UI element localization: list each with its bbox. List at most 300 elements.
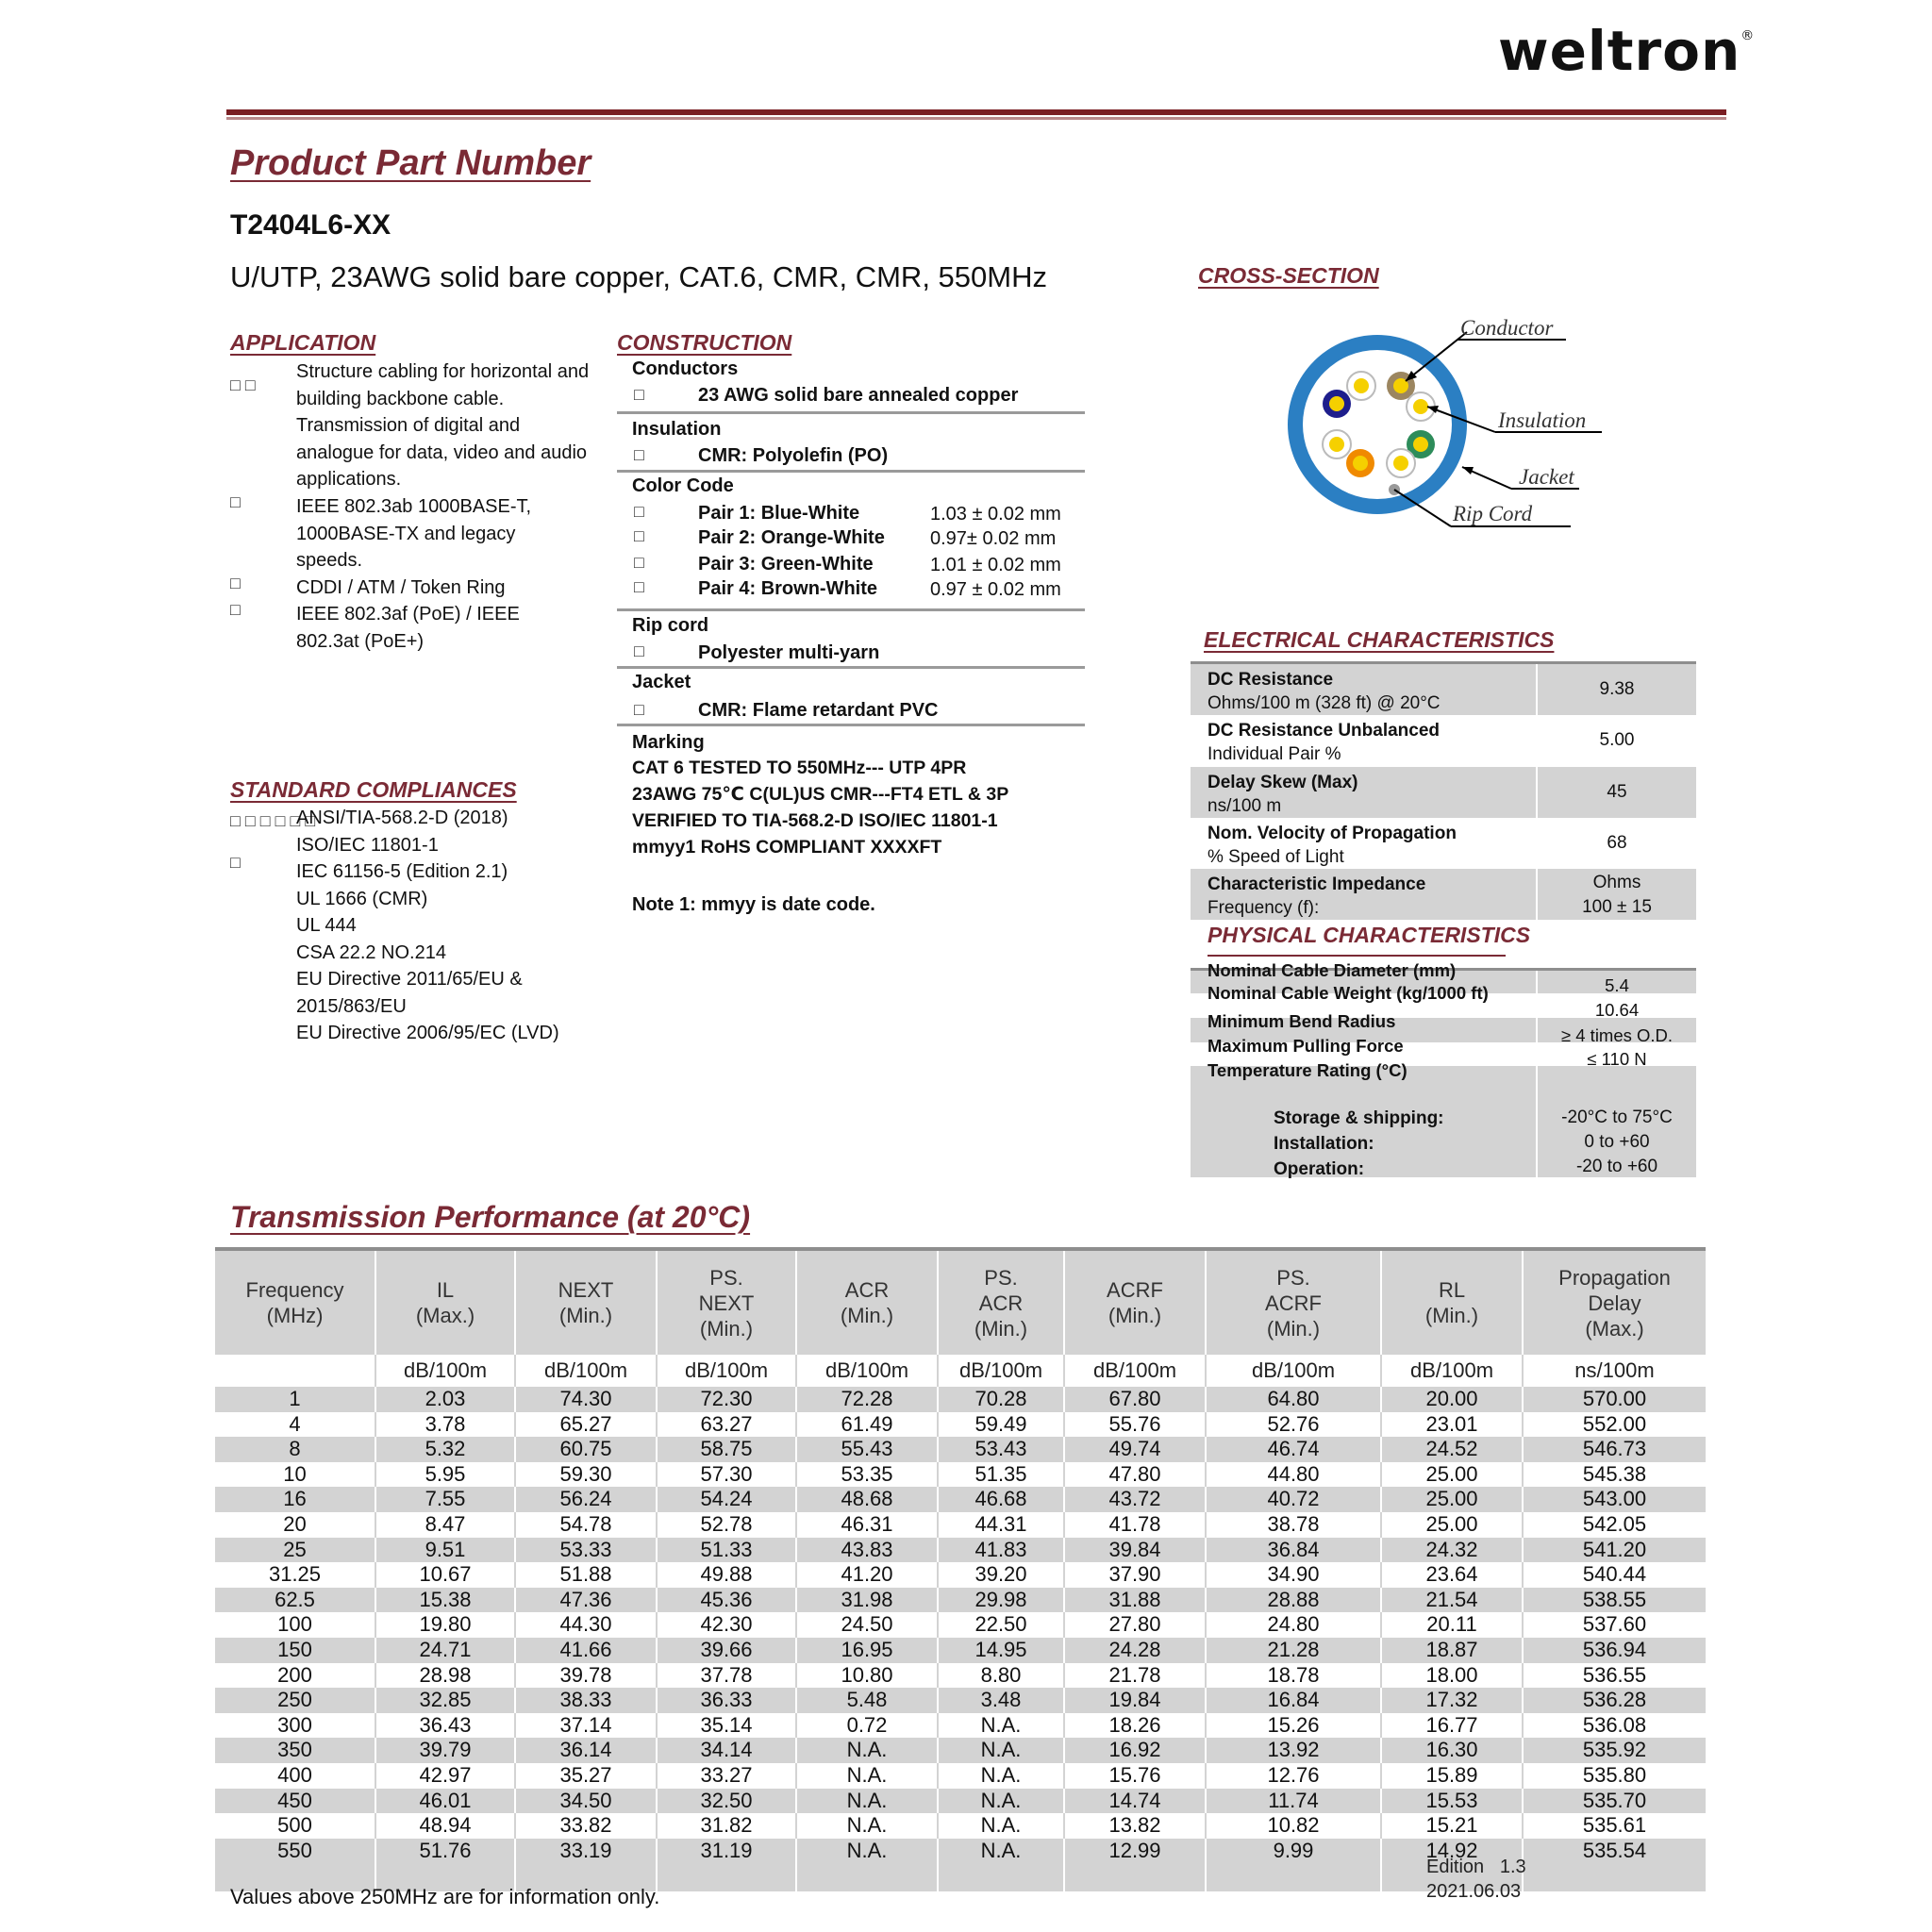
table-cell: 39.66 <box>657 1638 796 1663</box>
jacket-label: Jacket <box>632 672 691 692</box>
arrowhead-icon <box>1462 467 1474 475</box>
table-cell: 33.19 <box>515 1839 657 1864</box>
application-heading: APPLICATION <box>230 330 376 355</box>
conductor <box>1329 437 1344 452</box>
unit-cell <box>215 1355 375 1387</box>
application-bullet-3: □ <box>230 574 241 592</box>
table-cell: 53.43 <box>938 1437 1064 1462</box>
checkbox-icon: □ <box>634 553 644 572</box>
table-cell: 70.28 <box>938 1387 1064 1412</box>
table-cell: 13.92 <box>1206 1738 1381 1763</box>
column-header-line: (Min.) <box>558 1304 613 1327</box>
table-cell: 1 <box>215 1387 375 1412</box>
column-header-line: ACR <box>978 1291 1024 1315</box>
table-cell: 15.26 <box>1206 1713 1381 1739</box>
note: Note 1: mmyy is date code. <box>632 894 875 915</box>
table-cell: 552.00 <box>1523 1412 1706 1438</box>
ec-row-nvp <box>1191 818 1696 869</box>
compliance-item: 2015/863/EU <box>296 995 407 1017</box>
table-cell: 38.78 <box>1206 1512 1381 1538</box>
table-cell: 33.82 <box>515 1813 657 1839</box>
table-cell: 49.88 <box>657 1562 796 1588</box>
application-bullet-4: □ <box>230 600 241 619</box>
checkbox-icon: □ <box>634 700 644 719</box>
table-cell: 56.24 <box>515 1487 657 1512</box>
table-cell: 3.78 <box>375 1412 515 1438</box>
column-header-line: IL <box>436 1278 455 1302</box>
unit-cell: dB/100m <box>515 1355 657 1387</box>
table-cell: N.A. <box>796 1813 938 1839</box>
table-cell: 10.80 <box>796 1663 938 1689</box>
ec-sublabel: Ohms/100 m (328 ft) @ 20°C <box>1208 693 1441 713</box>
ec-label-cell <box>1191 818 1536 869</box>
application-item-4: IEEE 802.3af (PoE) / IEEE 802.3at (PoE+) <box>296 604 520 652</box>
compliance-item: ANSI/TIA-568.2-D (2018) <box>296 808 508 828</box>
units-row <box>215 1355 1706 1387</box>
temp-values <box>1538 1106 1696 1179</box>
temp-label: Storage & shipping: <box>1274 1108 1444 1128</box>
ec-value: 5.00 <box>1599 730 1635 750</box>
brand-logo: weltron® <box>1498 19 1756 83</box>
table-row <box>215 1412 1706 1438</box>
table-cell: 46.68 <box>938 1487 1064 1512</box>
table-cell: 14.92 <box>1381 1839 1523 1864</box>
table-cell: 5.32 <box>375 1437 515 1462</box>
table-cell: 41.78 <box>1064 1512 1206 1538</box>
conductor <box>1353 456 1368 471</box>
insulation-value: CMR: Polyolefin (PO) <box>698 445 889 466</box>
table-cell: 62.5 <box>215 1588 375 1613</box>
table-row <box>215 1588 1706 1613</box>
table-cell: 537.60 <box>1523 1612 1706 1638</box>
compliance-item: ISO/IEC 11801-1 <box>296 834 439 856</box>
divider <box>617 470 1085 473</box>
table-cell: 28.98 <box>375 1663 515 1689</box>
column-header-line: Frequency <box>245 1278 344 1302</box>
checkbox-icon: □ <box>634 502 644 521</box>
table-cell: 58.75 <box>657 1437 796 1462</box>
part-number: T2404L6-XX <box>230 209 391 241</box>
table-cell: 350 <box>215 1738 375 1763</box>
pair-3-name: Pair 3: Green-White <box>698 554 874 575</box>
pair-4-dim: 0.97 ± 0.02 mm <box>930 579 1061 600</box>
header-rule-light <box>226 117 1726 120</box>
column-header <box>375 1251 515 1355</box>
header-rule <box>226 109 1726 115</box>
physical-heading-underline <box>1208 955 1506 957</box>
table-row <box>215 1713 1706 1739</box>
table-cell: N.A. <box>796 1789 938 1814</box>
compliances-list <box>296 805 617 1047</box>
table-cell: 25.00 <box>1381 1487 1523 1512</box>
column-header <box>657 1251 796 1355</box>
conductor <box>1354 378 1369 393</box>
unit-cell: dB/100m <box>1381 1355 1523 1387</box>
table-cell: 18.78 <box>1206 1663 1381 1689</box>
table-cell: 29.98 <box>938 1588 1064 1613</box>
table-cell: 15.21 <box>1381 1813 1523 1839</box>
table-cell: 19.80 <box>375 1612 515 1638</box>
table-cell: 21.28 <box>1206 1638 1381 1663</box>
table-cell: 18.87 <box>1381 1638 1523 1663</box>
jacket-value: CMR: Flame retardant PVC <box>698 700 939 721</box>
table-cell: 300 <box>215 1713 375 1739</box>
ec-label-cell <box>1191 767 1536 818</box>
column-header <box>215 1251 375 1355</box>
table-cell: 53.33 <box>515 1538 657 1563</box>
ec-row-impedance <box>1191 869 1696 920</box>
footnote: Values above 250MHz are for information only. <box>230 1885 660 1908</box>
table-header-row <box>215 1251 1706 1355</box>
edition-date: 2021.06.03 <box>1426 1881 1522 1902</box>
marking-text <box>632 755 1008 860</box>
application-bullet-1: □ □ <box>230 375 256 394</box>
table-row <box>215 1638 1706 1663</box>
divider <box>617 666 1085 669</box>
ec-value-cell <box>1538 767 1696 818</box>
temp-value: -20°C to 75°C <box>1561 1108 1673 1127</box>
temp-value: -20 to +60 <box>1575 1157 1658 1176</box>
pair-1-dim: 1.03 ± 0.02 mm <box>930 504 1061 525</box>
conductors-label: Conductors <box>632 358 739 379</box>
table-row <box>215 1763 1706 1789</box>
pair-4-name: Pair 4: Brown-White <box>698 578 878 599</box>
edition-number: 1.3 <box>1499 1857 1526 1877</box>
table-cell: 44.31 <box>938 1512 1064 1538</box>
table-cell: 43.83 <box>796 1538 938 1563</box>
table-cell: 51.88 <box>515 1562 657 1588</box>
table-cell: 34.14 <box>657 1738 796 1763</box>
table-cell: 12.99 <box>1064 1839 1206 1864</box>
table-cell: 54.78 <box>515 1512 657 1538</box>
application-item-3: CDDI / ATM / Token Ring <box>296 577 506 598</box>
table-cell: 39.79 <box>375 1738 515 1763</box>
checkbox-icon: □ <box>634 577 644 596</box>
table-cell: 32.50 <box>657 1789 796 1814</box>
table-cell: 536.28 <box>1523 1688 1706 1713</box>
table-cell: 59.49 <box>938 1412 1064 1438</box>
table-cell: 20 <box>215 1512 375 1538</box>
compliance-item: UL 1666 (CMR) <box>296 888 428 909</box>
table-row <box>215 1512 1706 1538</box>
table-cell: 28.88 <box>1206 1588 1381 1613</box>
table-cell: 24.71 <box>375 1638 515 1663</box>
ec-value-cell <box>1538 818 1696 869</box>
table-cell: 65.27 <box>515 1412 657 1438</box>
column-header-line: (Min.) <box>1266 1316 1321 1341</box>
table-cell: 38.33 <box>515 1688 657 1713</box>
temp-label: Installation: <box>1274 1134 1374 1154</box>
table-cell: 53.35 <box>796 1462 938 1488</box>
table-cell: 15.53 <box>1381 1789 1523 1814</box>
ec-label: DC Resistance Unbalanced <box>1208 721 1441 741</box>
table-cell: 35.14 <box>657 1713 796 1739</box>
table-cell: 540.44 <box>1523 1562 1706 1588</box>
transmission-table <box>215 1251 1706 1891</box>
column-header-line: (Min.) <box>1424 1304 1479 1327</box>
product-description: U/UTP, 23AWG solid bare copper, CAT.6, CMR, CMR, 550MHz <box>230 260 1047 293</box>
table-cell: 10.67 <box>375 1562 515 1588</box>
pair-3-dim: 1.01 ± 0.02 mm <box>930 555 1061 575</box>
ec-label: Nom. Velocity of Propagation <box>1208 824 1457 843</box>
edition-label: Edition <box>1426 1857 1485 1877</box>
column-header-line: Propagation <box>1558 1265 1671 1290</box>
table-cell: 20.00 <box>1381 1387 1523 1412</box>
pair-2-dim: 0.97± 0.02 mm <box>930 528 1057 549</box>
conductors-value: 23 AWG solid bare annealed copper <box>698 385 1019 406</box>
column-header <box>1206 1251 1381 1355</box>
table-cell: 41.66 <box>515 1638 657 1663</box>
table-cell: 51.33 <box>657 1538 796 1563</box>
table-cell: 48.94 <box>375 1813 515 1839</box>
table-cell: 250 <box>215 1688 375 1713</box>
table-cell: 536.08 <box>1523 1713 1706 1739</box>
table-cell: 15.38 <box>375 1588 515 1613</box>
column-header-line: NEXT <box>698 1291 755 1315</box>
unit-cell: dB/100m <box>938 1355 1064 1387</box>
table-cell: 25.00 <box>1381 1462 1523 1488</box>
column-header-line: Delay <box>1588 1291 1641 1315</box>
table-cell: 545.38 <box>1523 1462 1706 1488</box>
table-cell: 31.98 <box>796 1588 938 1613</box>
column-header-line: PS. <box>984 1265 1018 1290</box>
table-cell: 24.32 <box>1381 1538 1523 1563</box>
pc-labels <box>1208 958 1456 983</box>
column-header <box>1381 1251 1523 1355</box>
ec-row-dc-unbalanced <box>1191 715 1696 766</box>
conductor-label: Conductor <box>1460 316 1554 340</box>
table-cell: 64.80 <box>1206 1387 1381 1412</box>
table-cell: 37.90 <box>1064 1562 1206 1588</box>
table-cell: 42.97 <box>375 1763 515 1789</box>
color-code-label: Color Code <box>632 475 734 496</box>
table-cell: 16 <box>215 1487 375 1512</box>
ec-value: Ohms <box>1592 873 1641 892</box>
checkbox-icon: □ <box>634 641 644 660</box>
divider <box>617 411 1085 414</box>
table-cell: 41.20 <box>796 1562 938 1588</box>
column-header <box>938 1251 1064 1355</box>
table-cell: 536.94 <box>1523 1638 1706 1663</box>
table-cell: 39.84 <box>1064 1538 1206 1563</box>
table-cell: N.A. <box>938 1738 1064 1763</box>
table-cell: 32.85 <box>375 1688 515 1713</box>
table-cell: N.A. <box>938 1813 1064 1839</box>
marking-label: Marking <box>632 732 705 753</box>
table-cell: 8.47 <box>375 1512 515 1538</box>
table-cell: N.A. <box>796 1738 938 1763</box>
table-cell: 60.75 <box>515 1437 657 1462</box>
conductor <box>1413 399 1428 414</box>
ec-label: DC Resistance <box>1208 670 1334 690</box>
ec-label-cell <box>1191 869 1536 920</box>
column-header-line: (MHz) <box>266 1304 324 1327</box>
table-cell: 4 <box>215 1412 375 1438</box>
divider <box>617 608 1085 611</box>
table-cell: 15.89 <box>1381 1763 1523 1789</box>
ec-row-delay-skew <box>1191 767 1696 818</box>
table-cell: 18.00 <box>1381 1663 1523 1689</box>
checkbox-icon: □ <box>634 526 644 545</box>
table-cell: 74.30 <box>515 1387 657 1412</box>
ec-sublabel: Individual Pair % <box>1208 744 1341 764</box>
column-header-line: ACRF <box>1107 1278 1163 1302</box>
jacket-label: Jacket <box>1519 465 1574 489</box>
table-cell: 36.33 <box>657 1688 796 1713</box>
table-cell: 44.80 <box>1206 1462 1381 1488</box>
table-row <box>215 1387 1706 1412</box>
empty-cell <box>1523 1863 1706 1891</box>
table-cell: 44.30 <box>515 1612 657 1638</box>
compliance-item: UL 444 <box>296 915 357 936</box>
table-cell: 37.78 <box>657 1663 796 1689</box>
empty-cell <box>938 1863 1064 1891</box>
construction-heading: CONSTRUCTION <box>617 330 792 355</box>
checkbox-icon: □ <box>634 385 644 404</box>
ec-value-cell <box>1538 715 1696 766</box>
table-cell: 535.70 <box>1523 1789 1706 1814</box>
table-cell: 13.82 <box>1064 1813 1206 1839</box>
conductor <box>1329 396 1344 411</box>
ec-value: 45 <box>1607 782 1627 802</box>
column-header-line: ACRF <box>1265 1291 1322 1315</box>
table-cell: 11.74 <box>1206 1789 1381 1814</box>
ec-sublabel: ns/100 m <box>1208 796 1282 816</box>
column-header <box>1523 1251 1706 1355</box>
column-header <box>1064 1251 1206 1355</box>
ec-label: Characteristic Impedance <box>1208 874 1426 894</box>
table-cell: 57.30 <box>657 1462 796 1488</box>
cable-cross-section-diagram <box>1255 302 1651 547</box>
unit-cell: dB/100m <box>375 1355 515 1387</box>
table-cell: 34.90 <box>1206 1562 1381 1588</box>
table-cell: 51.76 <box>375 1839 515 1864</box>
table-cell: 500 <box>215 1813 375 1839</box>
ec-label-cell <box>1191 664 1536 715</box>
pc-label: Nominal Cable Diameter (mm) <box>1208 960 1457 980</box>
column-header-line: ACR <box>844 1278 890 1302</box>
compliance-item: IEC 61156-5 (Edition 2.1) <box>296 861 508 882</box>
table-cell: 24.52 <box>1381 1437 1523 1462</box>
table-cell: 48.68 <box>796 1487 938 1512</box>
table-cell: 16.30 <box>1381 1738 1523 1763</box>
table-cell: 100 <box>215 1612 375 1638</box>
table-cell: 200 <box>215 1663 375 1689</box>
table-cell: 542.05 <box>1523 1512 1706 1538</box>
conductor <box>1413 437 1428 452</box>
physical-heading: PHYSICAL CHARACTERISTICS <box>1208 923 1531 947</box>
table-cell: 535.92 <box>1523 1738 1706 1763</box>
table-cell: 19.84 <box>1064 1688 1206 1713</box>
table-cell: 36.84 <box>1206 1538 1381 1563</box>
table-cell: 49.74 <box>1064 1437 1206 1462</box>
table-cell: 450 <box>215 1789 375 1814</box>
column-header-line: NEXT <box>558 1278 614 1302</box>
table-cell: 41.83 <box>938 1538 1064 1563</box>
table-cell: 46.31 <box>796 1512 938 1538</box>
table-cell: N.A. <box>796 1763 938 1789</box>
table-cell: 541.20 <box>1523 1538 1706 1563</box>
table-cell: 14.95 <box>938 1638 1064 1663</box>
table-cell: 9.99 <box>1206 1839 1381 1864</box>
table-cell: 5.48 <box>796 1688 938 1713</box>
column-header-line: (Min.) <box>699 1316 754 1341</box>
table-cell: 10 <box>215 1462 375 1488</box>
table-row <box>215 1789 1706 1814</box>
ripcord-label: Rip cord <box>632 615 709 636</box>
marking-line: mmyy1 RoHS COMPLIANT XXXXFT <box>632 837 942 858</box>
table-row <box>215 1462 1706 1488</box>
table-cell: 31.88 <box>1064 1588 1206 1613</box>
table-cell: 0.72 <box>796 1713 938 1739</box>
temp-value: 0 to +60 <box>1584 1132 1650 1152</box>
table-cell: 47.36 <box>515 1588 657 1613</box>
table-cell: 543.00 <box>1523 1487 1706 1512</box>
table-cell: 46.01 <box>375 1789 515 1814</box>
divider <box>617 724 1085 726</box>
column-header <box>515 1251 657 1355</box>
pc-value: ≥ 4 times O.D. <box>1560 1025 1674 1045</box>
table-cell: 17.32 <box>1381 1688 1523 1713</box>
pair-1-name: Pair 1: Blue-White <box>698 503 860 524</box>
table-cell: 59.30 <box>515 1462 657 1488</box>
table-cell: 35.27 <box>515 1763 657 1789</box>
unit-cell: dB/100m <box>1206 1355 1381 1387</box>
table-cell: N.A. <box>938 1763 1064 1789</box>
table-cell: 45.36 <box>657 1588 796 1613</box>
table-cell: 72.28 <box>796 1387 938 1412</box>
table-cell: 150 <box>215 1638 375 1663</box>
table-cell: 47.80 <box>1064 1462 1206 1488</box>
column-header-line: (Max.) <box>415 1304 475 1327</box>
table-cell: 39.78 <box>515 1663 657 1689</box>
table-row <box>215 1487 1706 1512</box>
unit-cell: dB/100m <box>1064 1355 1206 1387</box>
empty-cell <box>1064 1863 1206 1891</box>
unit-cell: dB/100m <box>657 1355 796 1387</box>
table-cell: 39.20 <box>938 1562 1064 1588</box>
table-cell: N.A. <box>938 1839 1064 1864</box>
table-row <box>215 1813 1706 1839</box>
table-cell: 24.80 <box>1206 1612 1381 1638</box>
table-cell: 15.76 <box>1064 1763 1206 1789</box>
table-cell: 46.74 <box>1206 1437 1381 1462</box>
table-cell: 550 <box>215 1839 375 1864</box>
pc-value: 5.4 <box>1605 975 1629 995</box>
edition <box>1426 1857 1526 1878</box>
table-cell: 16.84 <box>1206 1688 1381 1713</box>
column-header-line: (Max.) <box>1585 1316 1644 1341</box>
table-cell: 16.92 <box>1064 1738 1206 1763</box>
transmission-heading: Transmission Performance (at 20°C) <box>230 1200 751 1234</box>
column-header <box>796 1251 938 1355</box>
table-cell: 536.55 <box>1523 1663 1706 1689</box>
ec-value-cell <box>1538 869 1696 920</box>
table-cell: 40.72 <box>1206 1487 1381 1512</box>
jacket-inner <box>1303 350 1452 499</box>
compliances-heading: STANDARD COMPLIANCES <box>230 777 517 802</box>
table-cell: 400 <box>215 1763 375 1789</box>
table-row <box>215 1663 1706 1689</box>
ec-sublabel: % Speed of Light <box>1208 847 1344 867</box>
checkbox-icon: □ <box>634 445 644 464</box>
insulation-label: Insulation <box>632 419 722 440</box>
table-cell: 25 <box>215 1538 375 1563</box>
table-cell: 570.00 <box>1523 1387 1706 1412</box>
pc-label: Temperature Rating (°C) <box>1208 1060 1407 1080</box>
ec-value: 68 <box>1607 833 1627 853</box>
table-cell: 16.95 <box>796 1638 938 1663</box>
